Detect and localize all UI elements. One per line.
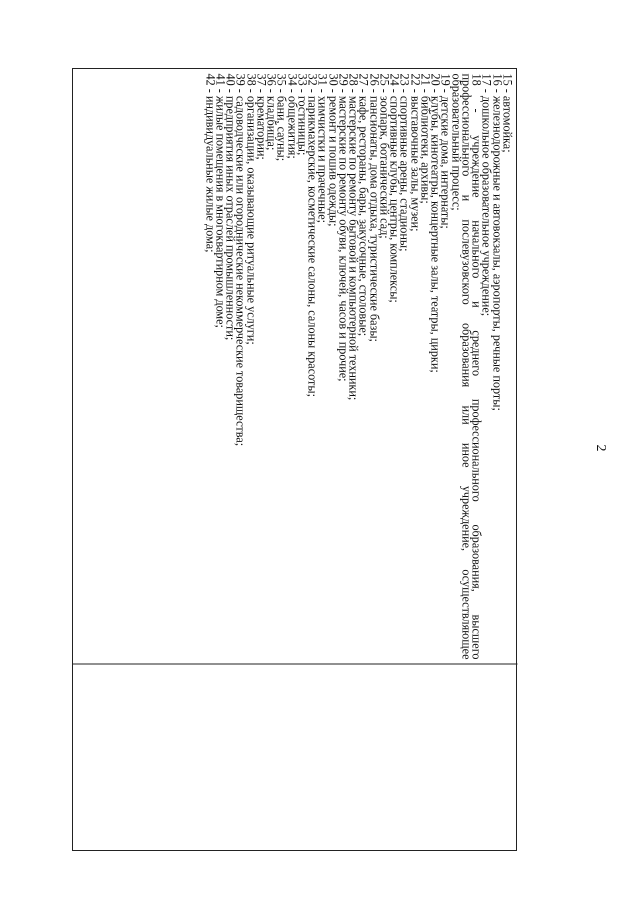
- document-table: [72, 68, 517, 851]
- list-item: 25 - зоопарк, ботанический сад;: [377, 73, 391, 239]
- list-item: 21 - библиотеки, архивы;: [418, 73, 432, 204]
- list-item: 41 - жилые помещения в многоквартирном доме;: [213, 73, 227, 328]
- list-item: 37 - крематории;: [254, 73, 268, 160]
- list-item: 18 - учреждение начального и среднего профессионального образования, высшего: [469, 73, 484, 659]
- list-item: 23 - спортивные арены, стадионы;: [397, 73, 412, 251]
- list-item: 26 - пансионаты, дома отдыха, туристические базы;: [366, 73, 381, 342]
- table-row: [72, 68, 517, 851]
- list-item: 42 - индивидуальные жилые дома;: [202, 73, 217, 252]
- list-item: 16 - железнодорожные и автовокзалы, аэропорты, речные порты;: [489, 73, 504, 411]
- list-item: 17 - дошкольное образовательное учреждение;: [479, 73, 494, 316]
- list-item: 29 - мастерские по ремонту обуви, ключей, часов и прочие;: [336, 73, 350, 382]
- list-item: 38 - организации, оказывающие ритуальные услуги;: [243, 73, 258, 345]
- list-item: 28 - мастерские по ремонту бытовой и компьютерной техники;: [346, 73, 361, 400]
- list-item: 40 - предприятия иных отраслей промышленности;: [223, 73, 238, 340]
- list-item: 22 - выставочные залы, музеи;: [407, 73, 422, 231]
- list-item: 24 - спортивные клубы, центры, комплексы;: [387, 73, 402, 303]
- list-item: 27 - кафе, рестораны, бары, закусочные, столовые;: [356, 73, 371, 336]
- list-item: 19 - детские дома, интернаты;: [438, 73, 453, 229]
- list-item: 39 - садоводческие или огороднические некоммерческие товарищества;: [233, 73, 248, 446]
- empty-cell: [72, 664, 517, 851]
- list-item: 31 - химчистки и прачечные;: [315, 73, 330, 223]
- list-item: 30 - ремонт и пошив одежды;: [325, 73, 340, 226]
- list-item: 15 - автомойка;: [500, 73, 514, 153]
- rotated-content: [72, 68, 517, 851]
- list-item: образовательный процесс;: [448, 73, 463, 211]
- list-item: 34 - общежития;: [284, 73, 299, 159]
- facility-list-cell: [72, 68, 517, 664]
- page-number: 2: [593, 444, 608, 452]
- list-item: профессионального и послевузовского образования или иное учреждение, осуществляющее: [459, 73, 473, 659]
- list-item: 36 - кладбища;: [264, 73, 279, 150]
- list-item: 35 - бани, сауны;: [274, 73, 289, 161]
- list-item: 32 - парикмахерские, косметические салоны, салоны красоты;: [305, 73, 320, 397]
- list-item: 33 - гостиницы;: [295, 73, 309, 155]
- list-item: 20 - клубы, кинотеатры, концертные залы, театры, цирки;: [428, 73, 443, 373]
